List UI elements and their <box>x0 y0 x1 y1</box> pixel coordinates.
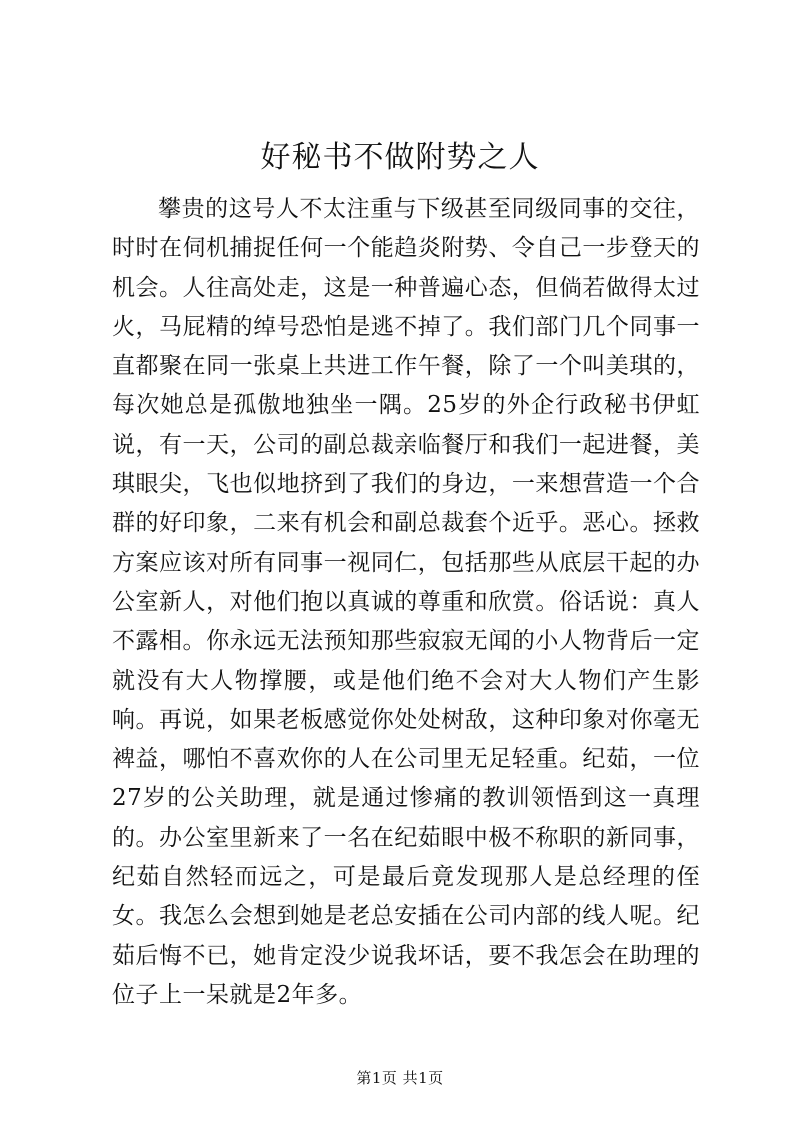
page-number-footer: 第1页 共1页 <box>356 1069 444 1087</box>
document-body-paragraph: 攀贵的这号人不太注重与下级甚至同级同事的交往，时时在伺机捕捉任何一个能趋炎附势、令自己一步登天的机会。人往高处走，这是一种普遍心态，但倘若做得太过火，马屁精的绰号恐怕是逃不掉了。我们部门几个同事一直都聚在同一张桌上共进工作午餐，除了一个叫美琪的，每次她总是孤傲地独坐一隅。25岁的外企行政秘书伊虹说，有一天，公司的副总裁亲临餐厅和我们一起进餐，美琪眼尖，飞也似地挤到了我们的身边，一来想营造一个合群的好印象，二来有机会和副总裁套个近乎。恶心。拯救方案应该对所有同事一视同仁，包括那些从底层干起的办公室新人，对他们抱以真诚的尊重和欣赏。俗话说：真人不露相。你永远无法预知那些寂寂无闻的小人物背后一定就没有大人物撑腰，或是他们绝不会对大人物们产生影响。再说，如果老板感觉你处处树敌，这种印象对你毫无裨益，哪怕不喜欢你的人在公司里无足轻重。纪茹，一位27岁的公关助理，就是通过惨痛的教训领悟到这一真理的。办公室里新来了一名在纪茹眼中极不称职的新同事，纪茹自然轻而远之，可是最后竟发现那人是总经理的侄女。我怎么会想到她是老总安插在公司内部的线人呢。纪茹后悔不已，她肯定没少说我坏话，要不我怎会在助理的位子上一呆就是2年多。 <box>112 196 700 1008</box>
document-title: 好秘书不做附势之人 <box>260 140 540 175</box>
